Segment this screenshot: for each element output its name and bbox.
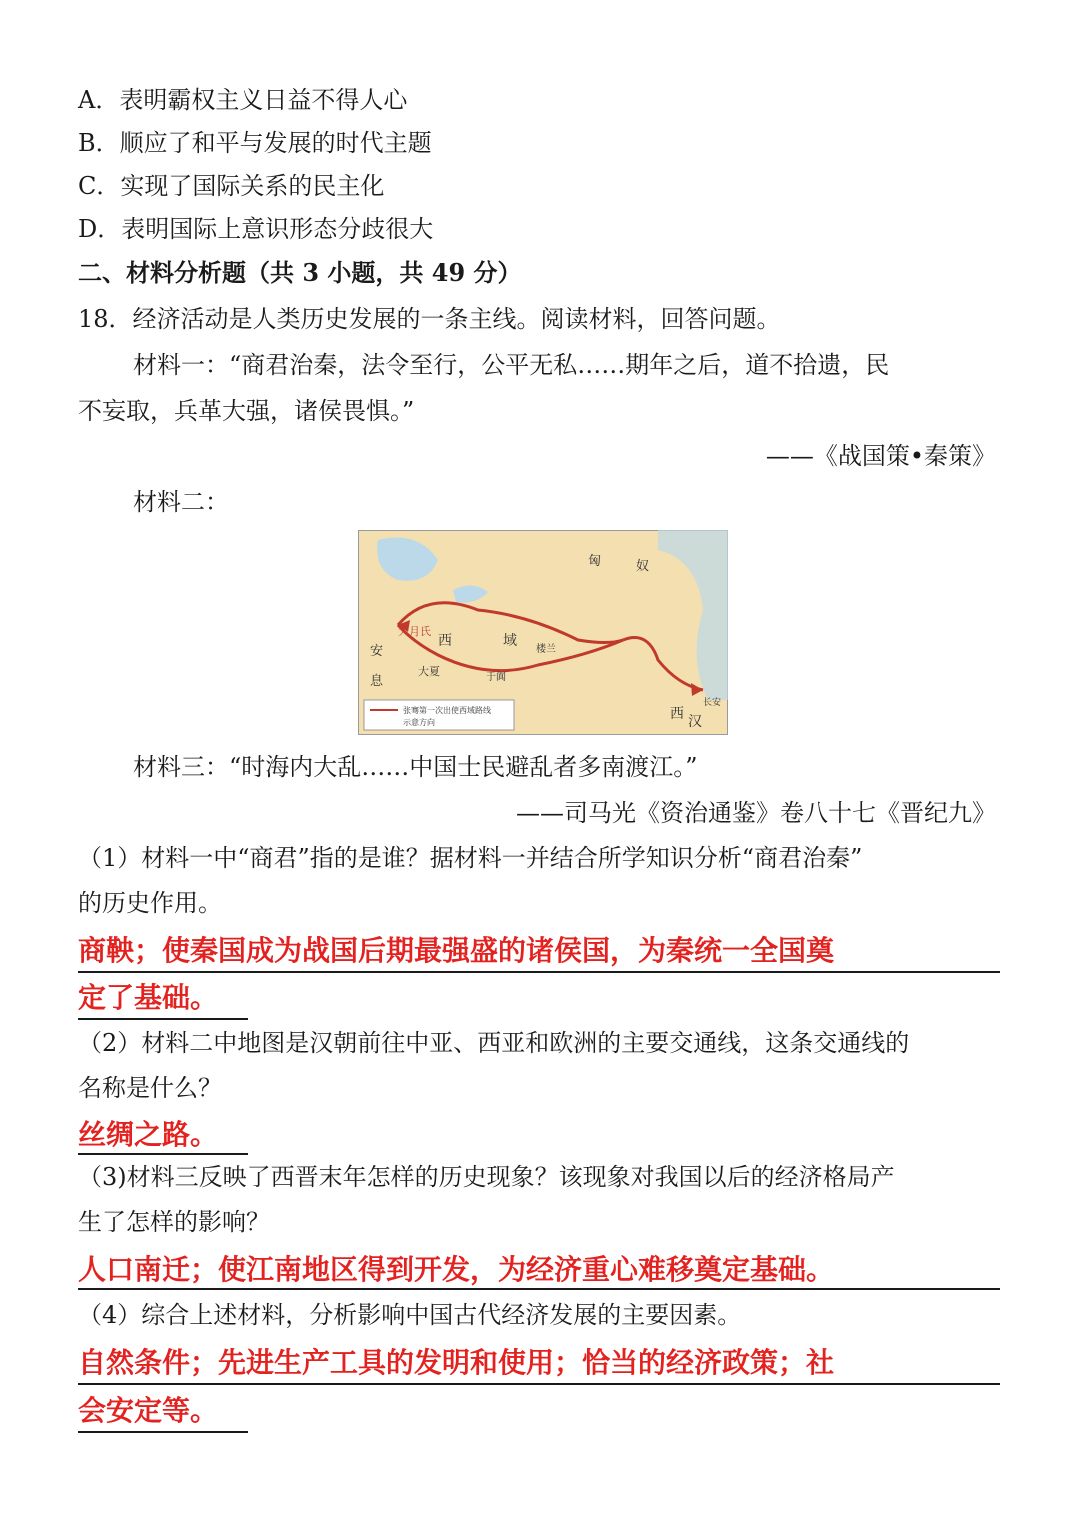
map-label-xi: 西 <box>438 633 452 649</box>
question-1-line-2: 的历史作用。 <box>78 889 222 917</box>
option-a: A．表明霸权主义日益不得人心 <box>78 86 408 114</box>
map-label-dayuezhi: 大月氏 <box>398 625 431 638</box>
question-18-stem: 18．经济活动是人类历史发展的一条主线。阅读材料，回答问题。 <box>78 305 781 333</box>
map-label-changan: 长安 <box>703 698 722 708</box>
map-label-yutian: 于阗 <box>486 672 506 683</box>
map-label-xiongnu-2: 奴 <box>636 559 650 574</box>
material-1-line-1: 材料一：“商君治秦，法令至行，公平无私……期年之后，道不拾遗，民 <box>133 351 890 379</box>
map-legend-text-2: 示意方向 <box>403 718 435 727</box>
answer-1-underline-2 <box>78 1018 248 1020</box>
map-label-xihan-1: 西 <box>670 706 684 722</box>
answer-2: 丝绸之路。 <box>78 1118 219 1151</box>
silk-road-map <box>358 530 728 735</box>
map-label-xi-2: 息 <box>370 674 384 689</box>
material-1-source: ——《战国策•秦策》 <box>765 442 996 470</box>
map-label-yu: 域 <box>503 633 517 649</box>
material-2-label: 材料二： <box>133 488 229 516</box>
answer-4-line-1: 自然条件；先进生产工具的发明和使用；恰当的经济政策；社 <box>78 1346 835 1379</box>
material-1-line-2: 不妄取，兵革大强，诸侯畏惧。” <box>78 397 415 425</box>
map-label-xiongnu-1: 匈 <box>588 554 602 569</box>
answer-1-underline-1 <box>78 971 1000 973</box>
map-legend-text: 张骞第一次出使西域路线 <box>403 706 491 715</box>
answer-4-line-2: 会安定等。 <box>78 1394 219 1427</box>
question-3-line-2: 生了怎样的影响？ <box>78 1208 270 1236</box>
question-2-line-2: 名称是什么？ <box>78 1074 222 1102</box>
map-legend-box <box>364 700 514 730</box>
answer-4-underline-1 <box>78 1383 1000 1385</box>
option-d: D．表明国际上意识形态分歧很大 <box>78 215 434 243</box>
answer-3-underline <box>78 1288 1000 1290</box>
answer-1-line-1: 商鞅；使秦国成为战国后期最强盛的诸侯国，为秦统一全国奠 <box>78 934 835 967</box>
answer-2-underline <box>78 1153 248 1155</box>
option-b: B．顺应了和平与发展的时代主题 <box>78 129 432 157</box>
map-label-daxia: 大夏 <box>418 665 440 678</box>
question-4: （4）综合上述材料，分析影响中国古代经济发展的主要因素。 <box>78 1301 742 1329</box>
question-1-line-1: （1）材料一中“商君”指的是谁？据材料一并结合所学知识分析“商君治秦” <box>78 844 863 872</box>
map-label-xihan-2: 汉 <box>688 714 702 730</box>
map-label-loulan: 楼兰 <box>536 644 556 655</box>
material-3: 材料三：“时海内大乱……中国士民避乱者多南渡江。” <box>133 753 698 781</box>
answer-1-line-2: 定了基础。 <box>78 981 219 1014</box>
answer-4-underline-2 <box>78 1431 248 1433</box>
question-3-line-1: （3)材料三反映了西晋末年怎样的历史现象？该现象对我国以后的经济格局产 <box>78 1163 895 1191</box>
question-2-line-1: （2）材料二中地图是汉朝前往中亚、西亚和欧洲的主要交通线，这条交通线的 <box>78 1029 910 1057</box>
option-c: C．实现了国际关系的民主化 <box>78 172 385 200</box>
answer-3: 人口南迁；使江南地区得到开发，为经济重心难移奠定基础。 <box>78 1253 835 1286</box>
section-title: 二、材料分析题（共 3 小题，共 49 分） <box>78 258 522 287</box>
material-3-source: ——司马光《资治通鉴》卷八十七《晋纪九》 <box>516 799 996 827</box>
map-label-an: 安 <box>370 644 384 659</box>
